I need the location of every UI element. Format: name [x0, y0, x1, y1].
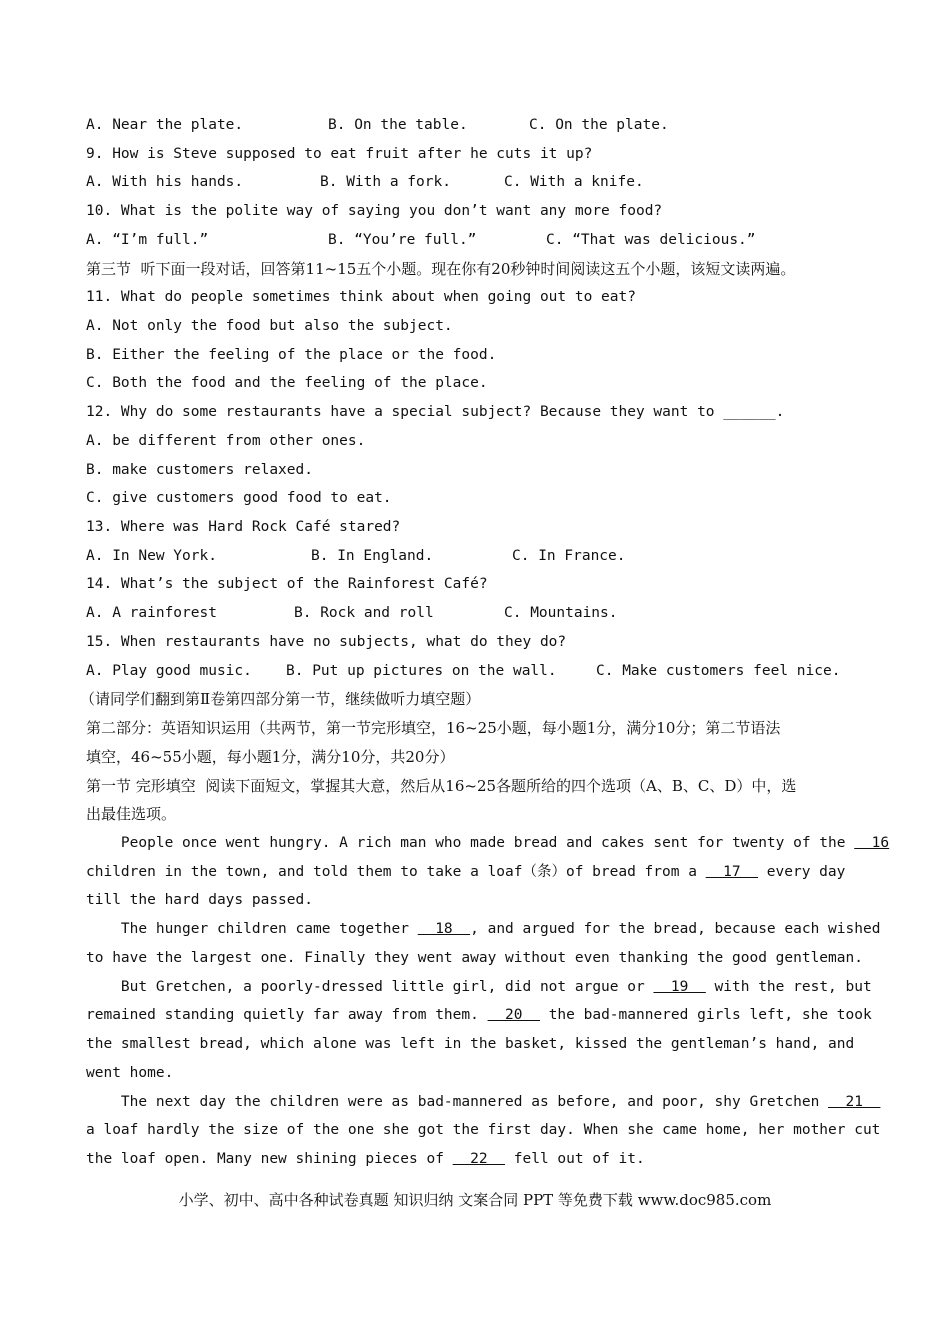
- q15-option-b: B. Put up pictures on the wall.: [286, 663, 557, 679]
- question-12: 12. Why do some restaurants have a special subject? Because they want to ______.: [86, 404, 785, 420]
- q13-option-a: A. In New York.: [86, 548, 217, 564]
- part-2-heading-line-1: 第二部分：英语知识运用（共两节，第一节完形填空，16~25小题，每小题1分，满分10分；第二节语法: [86, 719, 781, 737]
- passage-text: with the rest, but: [705, 979, 872, 995]
- question-13: 13. Where was Hard Rock Café stared?: [86, 519, 401, 535]
- q15-option-a: A. Play good music.: [86, 663, 252, 679]
- q14-option-b: B. Rock and roll: [294, 605, 434, 621]
- passage-text: People once went hungry. A rich man who made bread and cakes sent for twenty of the: [86, 835, 855, 851]
- passage-line: [86, 833, 889, 853]
- section-3-heading: 第三节 听下面一段对话，回答第11~15五个小题。现在你有20秒钟时间阅读这五个小题，该短文读两遍。: [86, 260, 796, 278]
- blank-16: 16: [854, 835, 890, 851]
- passage-text: The next day the children were as bad-mannered as before, and poor, shy Gretchen: [86, 1094, 829, 1110]
- q15-option-c: C. Make customers feel nice.: [596, 663, 841, 679]
- passage-text: fell out of it.: [505, 1151, 645, 1167]
- blank-21: 21: [828, 1094, 881, 1110]
- passage-text: , and argued for the bread, because each wished: [470, 921, 881, 937]
- q9-option-a: A. With his hands.: [86, 174, 244, 190]
- q9-option-c: C. With a knife.: [504, 174, 644, 190]
- passage-line: to have the largest one. Finally they went away without even thanking the good gentleman.: [86, 950, 863, 966]
- passage-line: [86, 1005, 872, 1025]
- part-2-heading-line-2: 填空，46~55小题，每小题1分，满分10分，共20分）: [86, 748, 455, 766]
- q8-option-b: B. On the table.: [328, 117, 468, 133]
- q10-option-c: C. “That was delicious.”: [546, 232, 756, 248]
- passage-line: till the hard days passed.: [86, 892, 313, 908]
- q12-option-b: B. make customers relaxed.: [86, 462, 313, 478]
- passage-line: [86, 862, 845, 882]
- question-14: 14. What’s the subject of the Rainforest Café?: [86, 576, 488, 592]
- passage-text: children in the town, and told them to take a loaf（条）of bread from a: [86, 864, 706, 880]
- question-15: 15. When restaurants have no subjects, what do they do?: [86, 634, 567, 650]
- passage-text: every day: [758, 864, 846, 880]
- passage-text: The hunger children came together: [86, 921, 418, 937]
- passage-line: went home.: [86, 1065, 174, 1081]
- q11-option-c: C. Both the food and the feeling of the place.: [86, 375, 488, 391]
- q12-option-a: A. be different from other ones.: [86, 433, 366, 449]
- passage-line: [86, 1092, 880, 1112]
- q8-option-a: A. Near the plate.: [86, 117, 244, 133]
- passage-text: the loaf open. Many new shining pieces of: [86, 1151, 453, 1167]
- q11-option-b: B. Either the feeling of the place or the food.: [86, 347, 497, 363]
- question-10: 10. What is the polite way of saying you don’t want any more food?: [86, 203, 663, 219]
- passage-line: [86, 1149, 645, 1169]
- passage-line: [86, 919, 880, 939]
- passage-line: a loaf hardly the size of the one she got the first day. When she came home, her mother cut: [86, 1122, 881, 1138]
- q12-option-c: C. give customers good food to eat.: [86, 490, 392, 506]
- question-9: 9. How is Steve supposed to eat fruit after he cuts it up?: [86, 146, 593, 162]
- q13-option-c: C. In France.: [512, 548, 626, 564]
- q14-option-a: A. A rainforest: [86, 605, 217, 621]
- blank-22: 22: [452, 1151, 506, 1167]
- q13-option-b: B. In England.: [311, 548, 434, 564]
- blank-19: 19: [653, 979, 706, 995]
- turn-page-note: （请同学们翻到第Ⅱ卷第四部分第一节，继续做听力填空题）: [80, 690, 481, 708]
- section-1-heading-line-1: 第一节 完形填空 阅读下面短文，掌握其大意，然后从16~25各题所给的四个选项（A、B、C、D）中，选: [86, 777, 797, 795]
- blank-20: 20: [487, 1007, 540, 1023]
- q9-option-b: B. With a fork.: [320, 174, 451, 190]
- q11-option-a: A. Not only the food but also the subject.: [86, 318, 453, 334]
- section-1-heading-line-2: 出最佳选项。: [86, 805, 177, 823]
- passage-line: [86, 977, 872, 997]
- passage-line: the smallest bread, which alone was left in the basket, kissed the gentleman’s hand, and: [86, 1036, 855, 1052]
- q10-option-a: A. “I’m full.”: [86, 232, 209, 248]
- q10-option-b: B. “You’re full.”: [328, 232, 477, 248]
- q8-option-c: C. On the plate.: [529, 117, 669, 133]
- blank-18: 18: [417, 921, 471, 937]
- passage-text: But Gretchen, a poorly-dressed little girl, did not argue or: [86, 979, 654, 995]
- blank-17: 17: [705, 864, 759, 880]
- page-footer: 小学、初中、高中各种试卷真题 知识归纳 文案合同 PPT 等免费下载 www.doc985.com: [178, 1191, 772, 1209]
- question-11: 11. What do people sometimes think about when going out to eat?: [86, 289, 636, 305]
- q14-option-c: C. Mountains.: [504, 605, 618, 621]
- passage-text: remained standing quietly far away from them.: [86, 1007, 488, 1023]
- passage-text: the bad-mannered girls left, she took: [539, 1007, 872, 1023]
